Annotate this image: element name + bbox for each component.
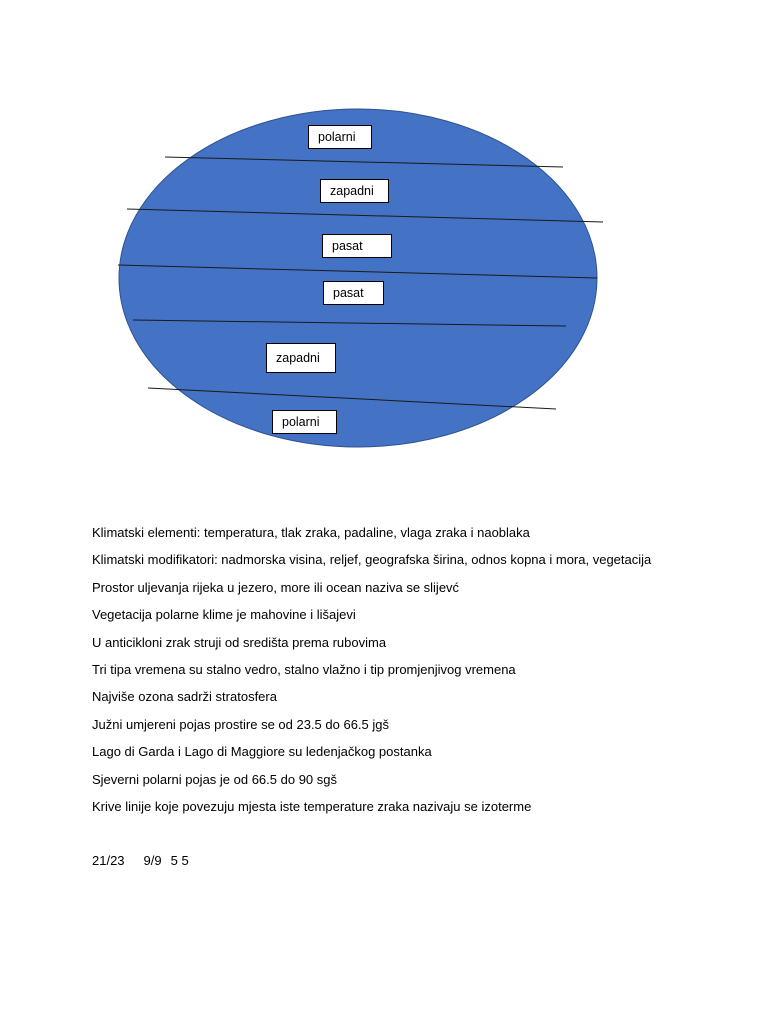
answer-line: Krive linije koje povezuju mjesta iste temperature zraka nazivaju se izoterme: [92, 798, 532, 814]
answer-line: Klimatski modifikatori: nadmorska visina, reljef, geografska širina, odnos kopna i mora, vegetacija: [92, 552, 652, 568]
wind-belt-diagram: [0, 0, 768, 480]
belt-label-pasat-north: pasat: [322, 234, 392, 258]
answer-line: Tri tipa vremena su stalno vedro, stalno vlažno i tip promjenjivog vremena: [92, 661, 516, 677]
answer-line: U anticikloni zrak struji od središta prema rubovima: [92, 634, 387, 650]
belt-label-polarni-south: polarni: [272, 410, 337, 434]
answer-line: Sjeverni polarni pojas je od 66.5 do 90 sgš: [92, 771, 337, 787]
answer-line: Južni umjereni pojas prostire se od 23.5 do 66.5 jgš: [92, 716, 390, 732]
score-line: [92, 852, 189, 870]
score-extra: 5 5: [170, 853, 189, 868]
answers-list: [92, 524, 752, 825]
answer-line: Najviše ozona sadrži stratosfera: [92, 689, 277, 705]
belt-label-pasat-south: pasat: [323, 281, 384, 305]
score-part: 9/9: [143, 853, 162, 868]
globe-ellipse: [119, 109, 597, 447]
belt-label-zapadni-south: zapadni: [266, 343, 336, 373]
answer-line: Lago di Garda i Lago di Maggiore su ledenjačkog postanka: [92, 744, 432, 760]
belt-label-polarni-north: polarni: [308, 125, 372, 149]
belt-label-zapadni-north: zapadni: [320, 179, 389, 203]
answer-line: Vegetacija polarne klime je mahovine i lišajevi: [92, 607, 356, 623]
answer-line: Prostor uljevanja rijeka u jezero, more ili ocean naziva se slijevć: [92, 579, 460, 595]
score-total: 21/23: [92, 853, 125, 868]
answer-line: Klimatski elementi: temperatura, tlak zraka, padaline, vlaga zraka i naoblaka: [92, 525, 530, 540]
